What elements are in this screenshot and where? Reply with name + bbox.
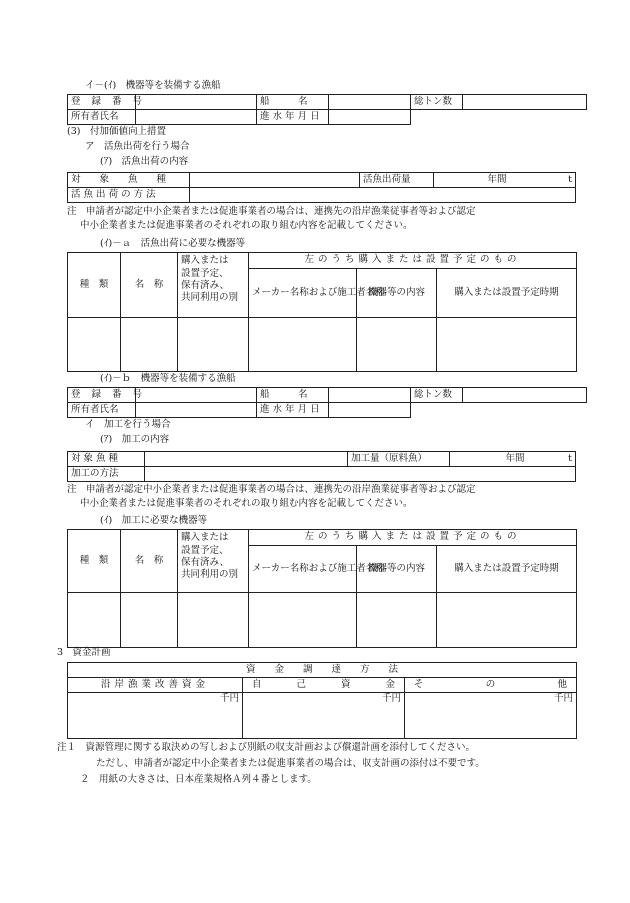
owner-label: 所有者氏名: [68, 110, 136, 125]
live-fish-heading: ア 活魚出荷を行う場合: [85, 141, 190, 152]
col-maker: メーカー名称および施工者名称: [249, 545, 357, 592]
unit-thousand-yen: 千円: [381, 693, 401, 704]
funding-heading: 3 資金計画: [57, 647, 111, 658]
equip-buy-value[interactable]: [178, 317, 249, 371]
col-buy-detail: [178, 545, 249, 592]
vessel-table-2: [67, 387, 587, 418]
col-buy-line2: 設置予定、: [181, 268, 229, 279]
vessel-table-1: [67, 94, 587, 125]
owner-value[interactable]: [136, 403, 257, 418]
method-label: 活 魚 出 荷 の 方 法: [68, 188, 190, 203]
gross-ton-label: 総トン数: [411, 388, 463, 403]
other-a: そ: [414, 679, 424, 690]
owner-value[interactable]: [136, 110, 257, 125]
launch-date-label: 進 水 年 月 日: [257, 403, 329, 418]
equip-name-value[interactable]: [121, 592, 178, 647]
blank-cell: [411, 110, 463, 125]
note-line-2: 中小企業者または促進事業者のそれぞれの取り組む内容を記載してください。: [80, 498, 413, 509]
blank-cell: [411, 403, 463, 418]
equipment-table-a: [67, 252, 577, 372]
annual-label: 年間: [434, 173, 510, 188]
footnote-2: ２ 用紙の大きさは、日本産業規格Ａ列４番とします。: [80, 774, 317, 785]
col-buy-line3: 保有済み、: [181, 280, 230, 291]
footnote-1b: ただし、申請者が認定中小企業者または促進事業者の場合は、収支計画の添付は不要です。: [96, 758, 485, 769]
gross-ton-value[interactable]: [463, 388, 587, 403]
equipment-table-b: [67, 529, 577, 648]
reg-no-label: 登 録 番 号: [68, 95, 136, 110]
own-a: 自: [252, 679, 262, 690]
own-c: 資: [340, 679, 351, 690]
col-group: 左のうち購入または設置予定のもの: [249, 253, 577, 269]
footnote-1: 注１ 資源管理に関する取決めの写しおよび別紙の収支計画および償還計画を添付してください。: [57, 742, 476, 753]
unit-t: t: [510, 173, 576, 188]
launch-date-value[interactable]: [329, 110, 411, 125]
unit-thousand-yen: 千円: [219, 693, 239, 704]
vessel-b-heading: (ｲ)－ｂ 機器等を装備する漁船: [100, 373, 236, 384]
col-buy-detail: [178, 268, 249, 317]
funding-table: [67, 662, 577, 739]
gross-ton-value[interactable]: [463, 95, 587, 110]
target-fish-value[interactable]: [190, 173, 360, 188]
ship-name-label: 船 名: [257, 95, 329, 110]
col-buy-line4: 共同利用の別: [181, 569, 239, 580]
launch-date-value[interactable]: [329, 403, 411, 418]
method-value[interactable]: [190, 188, 576, 203]
reg-no-value[interactable]: [136, 388, 257, 403]
reg-no-value[interactable]: [136, 95, 257, 110]
col-kind: 種 類: [68, 253, 121, 318]
launch-date-label: 進 水 年 月 日: [257, 110, 329, 125]
blank-cell: [463, 110, 587, 125]
equip-kind-value[interactable]: [68, 317, 121, 371]
process-target-value[interactable]: [145, 452, 348, 467]
value-added-heading: (3) 付加価値向上措置: [67, 126, 166, 137]
reg-no-label: 登 録 番 号: [68, 388, 136, 403]
processing-content-heading: (ｱ) 加工の内容: [100, 434, 170, 445]
equip-kind-value[interactable]: [68, 592, 121, 647]
equipment-heading: (ｲ)－ａ 活魚出荷に必要な機器等: [100, 238, 246, 249]
note-line-1: 注 申請者が認定中小企業者または促進事業者の場合は、連携先の沿岸漁業従事者等および認定: [67, 484, 476, 495]
col-buy-line2: 設置予定、: [181, 545, 229, 556]
gross-ton-label: 総トン数: [411, 95, 463, 110]
ship-name-value[interactable]: [329, 388, 411, 403]
other-value[interactable]: [405, 693, 577, 739]
col-other: [405, 678, 577, 693]
equip-content-value[interactable]: [357, 317, 437, 371]
target-fish-label: 対 象 魚 種: [68, 173, 190, 188]
equip-maker-value[interactable]: [249, 317, 357, 371]
process-method-label: 加工の方法: [68, 467, 145, 482]
equip-schedule-value[interactable]: [437, 592, 577, 647]
col-name: 名 称: [121, 253, 178, 318]
col-schedule: 購入または設置予定時期: [437, 268, 577, 317]
ship-name-value[interactable]: [329, 95, 411, 110]
equip-content-value[interactable]: [357, 592, 437, 647]
ship-volume-label: 活魚出荷量: [360, 173, 434, 188]
equip-name-value[interactable]: [121, 317, 178, 371]
col-maker: メーカー名称および施工者名称: [249, 268, 357, 317]
process-method-value[interactable]: [145, 467, 576, 482]
equip-maker-value[interactable]: [249, 592, 357, 647]
equip-buy-value[interactable]: [178, 592, 249, 647]
coastal-fund-value[interactable]: [68, 693, 243, 739]
col-buy-line1: 購入または: [178, 530, 249, 546]
note-line-1: 注 申請者が認定中小企業者または促進事業者の場合は、連携先の沿岸漁業従事者等および認定: [67, 206, 476, 217]
live-fish-table: [67, 172, 576, 203]
other-c: 他: [557, 679, 567, 690]
live-fish-content-heading: (ｱ) 活魚出荷の内容: [100, 156, 189, 167]
own-funds-value[interactable]: [243, 693, 405, 739]
note-line-2: 中小企業者または促進事業者のそれぞれの取り組む内容を記載してください。: [80, 220, 413, 231]
own-d: 金: [385, 679, 395, 690]
blank-cell: [463, 403, 587, 418]
unit-thousand-yen: 千円: [553, 693, 573, 704]
processing-table: [67, 451, 576, 482]
processing-equipment-heading: (ｲ) 加工に必要な機器等: [100, 515, 208, 526]
unit-t: t: [528, 452, 576, 467]
process-volume-label: 加工量（原料魚）: [348, 452, 450, 467]
col-own-funds: [243, 678, 405, 693]
process-target-label: 対 象 魚 種: [68, 452, 145, 467]
ship-name-label: 船 名: [257, 388, 329, 403]
col-content: 機器等の内容: [357, 545, 437, 592]
other-b: の: [485, 679, 496, 690]
col-group: 左のうち購入または設置予定のもの: [249, 530, 577, 546]
col-coastal-fund: 沿岸漁業改善資金: [68, 678, 243, 693]
owner-label: 所有者氏名: [68, 403, 136, 418]
col-buy-line3: 保有済み、: [181, 557, 230, 568]
col-name: 名 称: [121, 530, 178, 593]
vessel-section-heading: イ－(ｲ) 機器等を装備する漁船: [85, 80, 221, 91]
annual-label: 年間: [450, 452, 528, 467]
col-kind: 種 類: [68, 530, 121, 593]
col-content: 機器等の内容: [357, 268, 437, 317]
processing-heading: イ 加工を行う場合: [85, 419, 171, 430]
col-buy-line1: 購入または: [178, 253, 249, 269]
equip-schedule-value[interactable]: [437, 317, 577, 371]
own-b: 己: [296, 679, 306, 690]
col-buy-line4: 共同利用の別: [181, 292, 239, 303]
funding-header: 資 金 調 達 方 法: [68, 663, 577, 678]
col-schedule: 購入または設置予定時期: [437, 545, 577, 592]
